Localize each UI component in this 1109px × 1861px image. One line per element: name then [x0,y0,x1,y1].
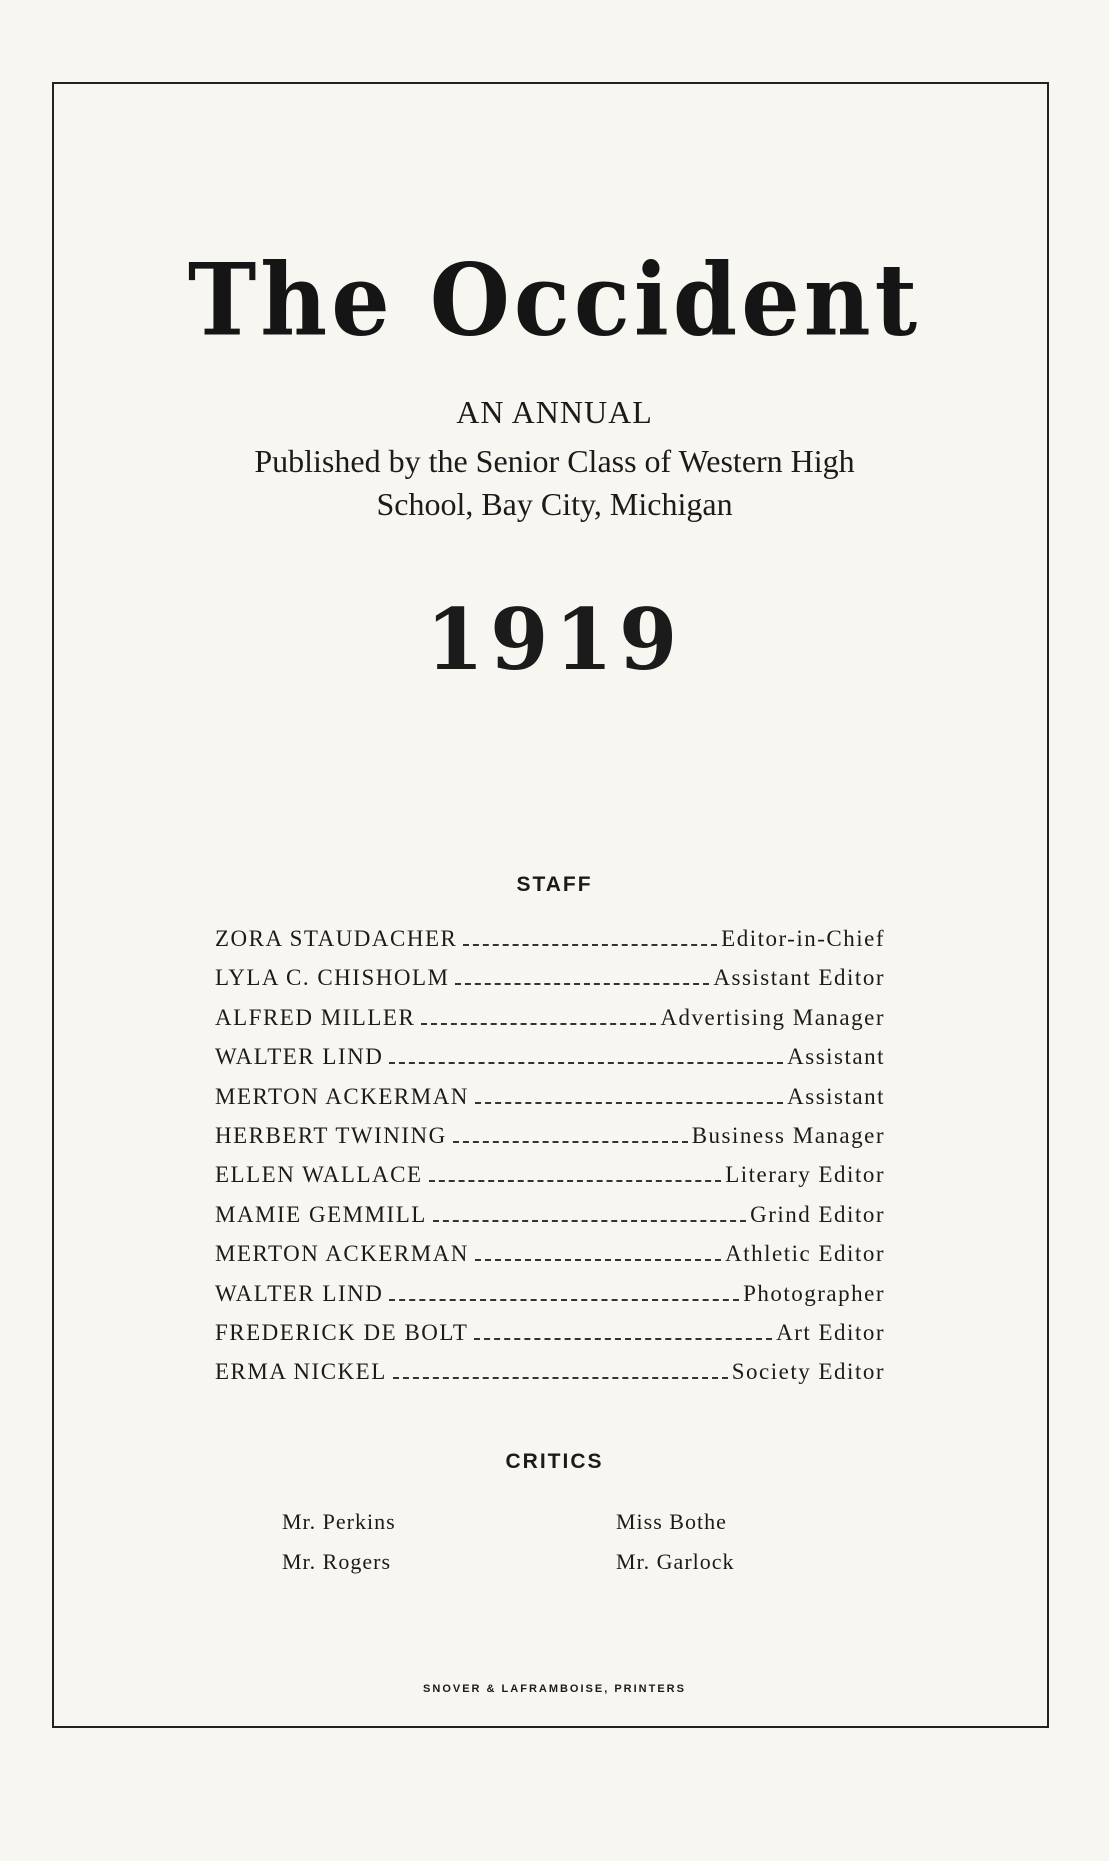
critic-name: Miss Bothe [616,1509,727,1534]
staff-role: Assistant [787,1083,885,1109]
staff-role: Editor-in-Chief [721,926,885,951]
staff-role: Grind Editor [750,1201,885,1227]
staff-role: Athletic Editor [725,1241,885,1267]
critic-name: Mr. Garlock [616,1549,735,1574]
staff-row [215,1123,885,1162]
dotted-leader [393,1377,728,1379]
staff-name: MERTON ACKERMAN [215,1083,469,1109]
staff-role: Society Editor [731,1359,885,1385]
critics-heading: CRITICS [505,1450,604,1473]
publication-title: The Occident [187,241,922,359]
staff-row [215,1162,885,1201]
staff-row [215,1084,885,1123]
staff-name: HERBERT TWINING [215,1122,447,1148]
staff-row [215,1005,885,1044]
dotted-leader [433,1220,746,1222]
publisher-line-2: School, Bay City, Michigan [376,486,733,522]
dotted-leader [389,1062,783,1064]
staff-role: Literary Editor [725,1162,885,1188]
staff-heading: STAFF [516,873,593,896]
staff-row [215,1202,885,1241]
publisher-line-1: Published by the Senior Class of Western High [254,443,855,479]
staff-role: Advertising Manager [660,1004,885,1030]
staff-list [215,926,885,1399]
dotted-leader [455,983,709,985]
critic-name: Mr. Perkins [282,1509,396,1534]
staff-role: Business Manager [691,1122,885,1148]
dotted-leader [463,944,717,946]
staff-role: Photographer [743,1280,885,1306]
staff-name: ALFRED MILLER [215,1004,416,1030]
staff-row [215,965,885,1004]
dotted-leader [475,1259,721,1261]
staff-name: WALTER LIND [215,1280,384,1306]
critics-column-left [282,1502,396,1582]
printer-credit: SNOVER & LAFRAMBOISE, PRINTERS [423,1683,686,1695]
publisher-statement [0,440,1109,526]
dotted-leader [453,1141,688,1143]
staff-role: Assistant Editor [713,965,885,991]
staff-role: Assistant [787,1044,885,1070]
dotted-leader [389,1299,739,1301]
staff-name: ZORA STAUDACHER [215,926,458,951]
publication-year: 1919 [425,590,684,689]
staff-name: ERMA NICKEL [215,1359,387,1385]
dotted-leader [474,1338,772,1340]
staff-role: Art Editor [776,1319,885,1345]
staff-row [215,1359,885,1398]
dotted-leader [421,1023,656,1025]
staff-row [215,1241,885,1280]
staff-name: WALTER LIND [215,1044,384,1070]
staff-row [215,1044,885,1083]
critic-name: Mr. Rogers [282,1549,391,1574]
staff-row [215,926,885,965]
staff-name: MERTON ACKERMAN [215,1241,469,1267]
staff-row [215,1320,885,1359]
publication-subtitle: AN ANNUAL [456,394,653,430]
dotted-leader [429,1180,722,1182]
staff-name: LYLA C. CHISHOLM [215,965,450,991]
staff-row [215,1281,885,1320]
critics-column-right [616,1502,735,1582]
dotted-leader [475,1102,783,1104]
staff-name: MAMIE GEMMILL [215,1201,427,1227]
staff-name: ELLEN WALLACE [215,1162,423,1188]
staff-name: FREDERICK DE BOLT [215,1319,469,1345]
